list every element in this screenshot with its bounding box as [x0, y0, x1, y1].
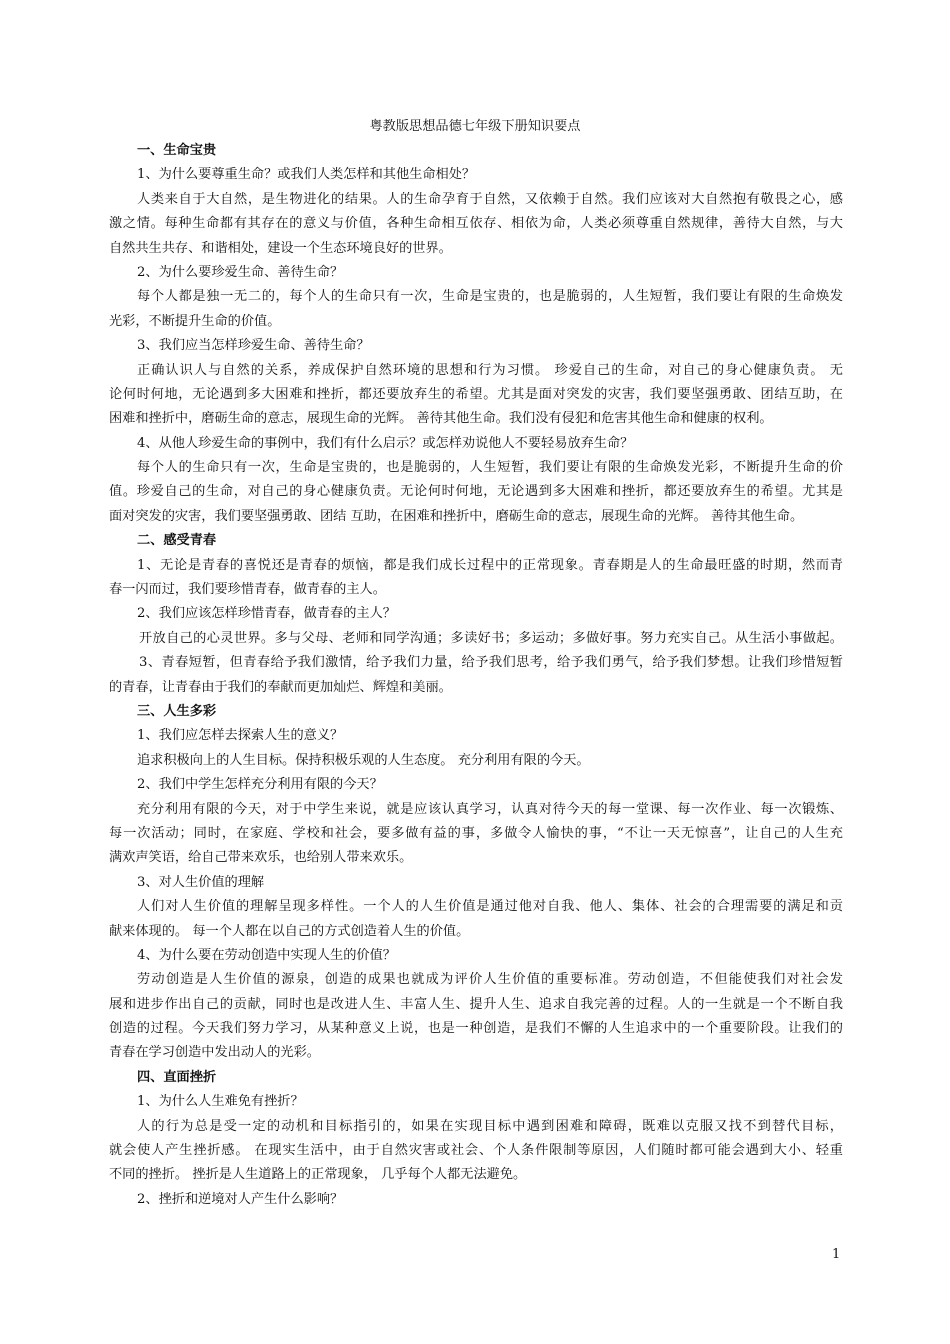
paragraph-line: 正确认识人与自然的关系，养成保护自然环境的思想和行为习惯。 珍爱自己的生命，对自己的身心健康负责。 无 [137, 362, 843, 378]
paragraph-line: 人类来自于大自然，是生物进化的结果。人的生命孕育于自然，又依赖于自然。我们应该对大自然抱有敬畏之心，感 [137, 191, 843, 207]
section-heading: 一、生命宝贵 [137, 143, 217, 158]
section-heading: 四、直面挫折 [137, 1069, 217, 1085]
paragraph-line: 劳动创造是人生价值的源泉，创造的成果也就成为评价人生价值的重要标准。劳动创造，不但能使我们对社会发 [137, 972, 843, 988]
paragraph-line: 每个人的生命只有一次，生命是宝贵的，也是脆弱的，人生短暂，我们要让有限的生命焕发光彩，不断提升生命的价 [137, 460, 843, 476]
paragraph-line: 人的行为总是受一定的动机和目标指引的，如果在实现目标中遇到困难和障碍，既难以克服又找不到替代目标， [137, 1118, 843, 1134]
paragraph-line: 自然共生共存、和谐相处，建设一个生态环境良好的世界。 [109, 240, 452, 256]
paragraph-line: 不同的挫折。 挫折是人生道路上的正常现象， 几乎每个人都无法避免。 [109, 1167, 527, 1183]
document-body [109, 139, 843, 1212]
paragraph-line: 1、无论是青春的喜悦还是青春的烦恼，都是我们成长过程中的正常现象。青春期是人的生命最旺盛的时期，然而青 [137, 557, 843, 573]
section-heading: 三、人生多彩 [137, 703, 217, 719]
paragraph-line: 充分利用有限的今天，对于中学生来说，就是应该认真学习，认真对待今天的每一堂课、每一次作业、每一次锻炼、 [137, 801, 843, 817]
paragraph-line: 青春在学习创造中发出动人的光彩。 [109, 1045, 320, 1061]
paragraph-line: 光彩，不断提升生命的价值。 [109, 313, 281, 329]
paragraph-line: 人们对人生价值的理解呈现多样性。一个人的人生价值是通过他对自我、他人、集体、社会的合理需要的满足和贡 [137, 899, 843, 915]
paragraph-line: 展和进步作出自己的贡献，同时也是改进人生、丰富人生、提升人生、追求自我完善的过程。人的一生就是一个不断自我 [109, 996, 843, 1012]
question-line: 2、挫折和逆境对人产生什么影响？ [137, 1191, 344, 1207]
paragraph-line: 献来体现的。 每一个人都在以自己的方式创造着人生的价值。 [109, 923, 470, 939]
page-number: 1 [832, 1247, 841, 1262]
paragraph-line: 的青春，让青春由于我们的奉献而更加灿烂、辉煌和美丽。 [109, 679, 452, 695]
question-line: 4、为什么要在劳动创造中实现人生的价值？ [137, 947, 396, 963]
paragraph-line: 困难和挫折中，磨砺生命的意志，展现生命的光辉。 善待其他生命。我们没有侵犯和危害其他生命和健康的权利。 [109, 411, 773, 427]
paragraph-line: 激之情。每种生命都有其存在的意义与价值，各种生命相互依存、相依为命，人类必须尊重自然规律，善待大自然，与大 [109, 216, 843, 232]
paragraph-line: 创造的过程。今天我们努力学习，从某种意义上说，也是一种创造，是我们不懈的人生追求中的一个重要阶段。让我们的 [109, 1021, 843, 1037]
paragraph-line: 春一闪而过，我们要珍惜青春，做青春的主人。 [109, 582, 386, 598]
paragraph-line: 追求积极向上的人生目标。保持积极乐观的人生态度。 充分利用有限的今天。 [137, 752, 590, 768]
paragraph-line: 每个人都是独一无二的，每个人的生命只有一次，生命是宝贵的，也是脆弱的，人生短暂，我们要让有限的生命焕发 [137, 289, 843, 305]
paragraph-line: 开放自己的心灵世界。多与父母、老师和同学沟通；多读好书；多运动；多做好事。努力充实自己。从生活小事做起。 [139, 630, 843, 646]
question-line: 3、我们应当怎样珍爱生命、善待生命？ [137, 338, 370, 354]
question-line: 1、我们应怎样去探索人生的意义？ [137, 728, 344, 744]
paragraph-line: 3、青春短暂，但青春给予我们激情，给予我们力量，给予我们思考，给予我们勇气，给予我们梦想。让我们珍惜短暂 [139, 655, 843, 671]
question-line: 3、对人生价值的理解 [137, 874, 265, 890]
paragraph-line: 就会使人产生挫折感。 在现实生活中，由于自然灾害或社会、个人条件限制等原因，人们随时都可能会遇到大小、轻重 [109, 1143, 843, 1159]
question-line: 2、我们应该怎样珍惜青春，做青春的主人？ [137, 606, 396, 622]
paragraph-line: 面对突发的灾害，我们要坚强勇敢、团结 互助，在困难和挫折中，磨砺生命的意志，展现生命的光辉。 善待其他生命。 [109, 508, 804, 524]
question-line: 2、我们中学生怎样充分利用有限的今天？ [137, 777, 383, 793]
paragraph-line: 论何时何地，无论遇到多大困难和挫折，都还要放弃生的希望。尤其是面对突发的灾害，我们要坚强勇敢、团结互助，在 [109, 386, 843, 402]
section-heading: 二、感受青春 [137, 533, 217, 549]
question-line: 4、从他人珍爱生命的事例中，我们有什么启示？或怎样劝说他人不要轻易放弃生命？ [137, 435, 634, 451]
question-line: 1、为什么要尊重生命？或我们人类怎样和其他生命相处？ [137, 167, 476, 183]
document-title: 粤教版思想品德七年级下册知识要点 [369, 119, 581, 134]
question-line: 2、为什么要珍爱生命、善待生命？ [137, 264, 344, 280]
paragraph-line: 值。珍爱自己的生命，对自己的身心健康负责。无论何时何地，无论遇到多大困难和挫折，都还要放弃生的希望。尤其是 [109, 484, 843, 500]
paragraph-line: 每一次活动；同时，在家庭、学校和社会，要多做有益的事，多做令人愉快的事，“不让一天无惊喜”，让自己的人生充 [109, 825, 843, 841]
question-line: 1、为什么人生难免有挫折？ [137, 1094, 304, 1110]
paragraph-line: 满欢声笑语，给自己带来欢乐，也给别人带来欢乐。 [109, 850, 413, 866]
